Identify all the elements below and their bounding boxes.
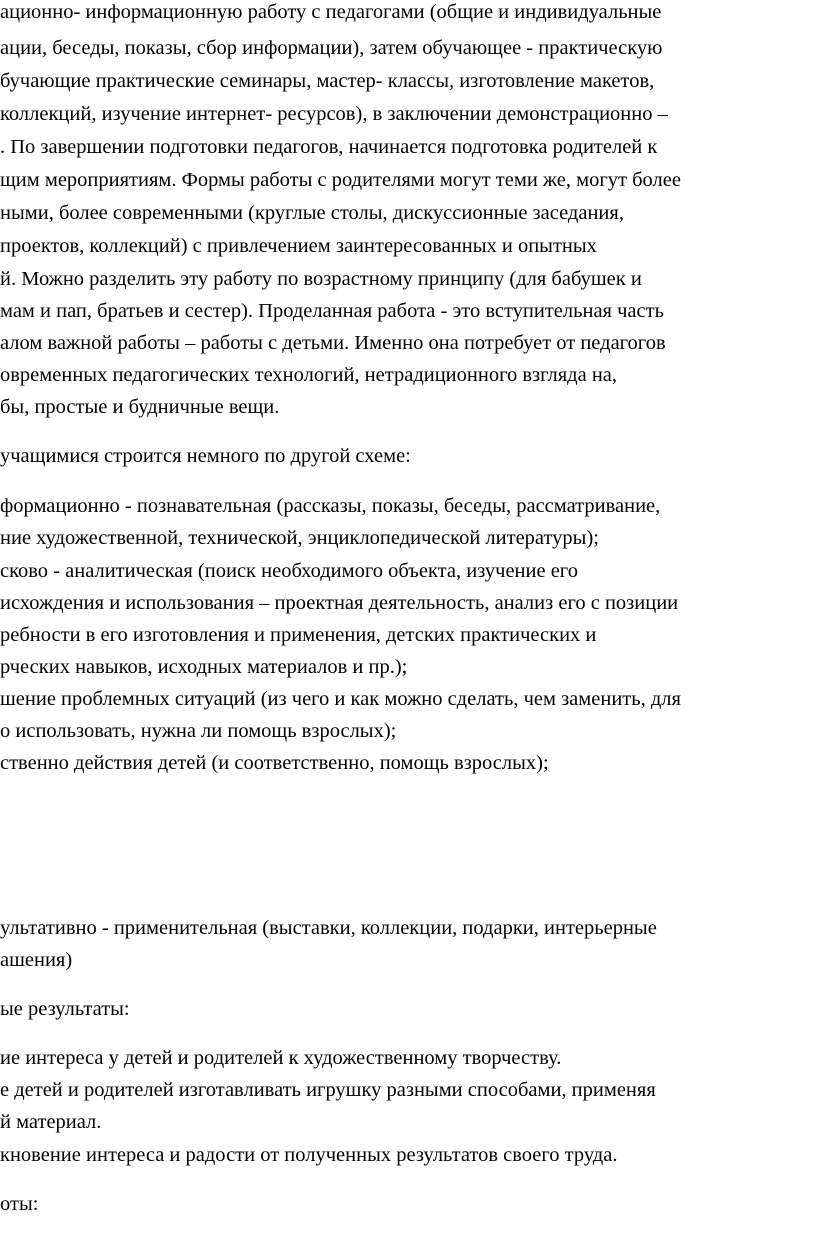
text-line: кновение интереса и радости от полученных результатов своего труда. (0, 1144, 618, 1166)
text-line: бы, простые и будничные вещи. (0, 396, 280, 418)
text-line: рческих навыков, исходных материалов и пр.); (0, 656, 408, 678)
text-line: е детей и родителей изготавливать игрушку разными способами, применяя (0, 1079, 656, 1101)
text-line: сково - аналитическая (поиск необходимого объекта, изучение его (0, 560, 578, 582)
text-line: проектов, коллекций) с привлечением заинтересованных и опытных (0, 235, 597, 257)
text-line: ационно- информационную работу с педагогами (общие и индивидуальные (0, 1, 662, 23)
text-line: ации, беседы, показы, сбор информации), затем обучающее - практическую (0, 37, 663, 59)
text-line: ые результаты: (0, 998, 130, 1020)
text-line: формационно - познавательная (рассказы, показы, беседы, рассматривание, (0, 495, 661, 517)
text-line: исхождения и использования – проектная деятельность, анализ его с позиции (0, 592, 679, 614)
text-line: ультативно - применительная (выставки, коллекции, подарки, интерьерные (0, 917, 657, 939)
text-line: й. Можно разделить эту работу по возрастному принципу (для бабушек и (0, 268, 642, 290)
text-line: ие интереса у детей и родителей к художественному творчеству. (0, 1047, 562, 1069)
text-line: ственно действия детей (и соответственно, помощь взрослых); (0, 752, 549, 774)
text-line: алом важной работы – работы с детьми. Именно она потребует от педагогов (0, 332, 666, 354)
text-line: коллекций, изучение интернет- ресурсов), в заключении демонстрационно – (0, 103, 668, 125)
text-line: о использовать, нужна ли помощь взрослых); (0, 720, 397, 742)
text-line: бучающие практические семинары, мастер- классы, изготовление макетов, (0, 70, 655, 92)
text-line: . По завершении подготовки педагогов, начинается подготовка родителей к (0, 136, 658, 158)
text-line: ашения) (0, 949, 73, 971)
text-line: шение проблемных ситуаций (из чего и как можно сделать, чем заменить, для (0, 688, 681, 710)
text-line: ние художественной, технической, энциклопедической литературы); (0, 527, 599, 549)
text-line: мам и пап, братьев и сестер). Проделанная работа - это вступительная часть (0, 300, 664, 322)
text-line: щим мероприятиям. Формы работы с родителями могут теми же, могут более (0, 169, 681, 191)
text-line: ными, более современными (круглые столы, дискуссионные заседания, (0, 202, 624, 224)
text-line: ребности в его изготовления и применения, детских практических и (0, 624, 597, 646)
text-line: учащимися строится немного по другой схеме: (0, 445, 411, 467)
text-line: й материал. (0, 1111, 102, 1133)
text-line: оты: (0, 1193, 39, 1215)
text-line: овременных педагогических технологий, нетрадиционного взгляда на, (0, 364, 618, 386)
